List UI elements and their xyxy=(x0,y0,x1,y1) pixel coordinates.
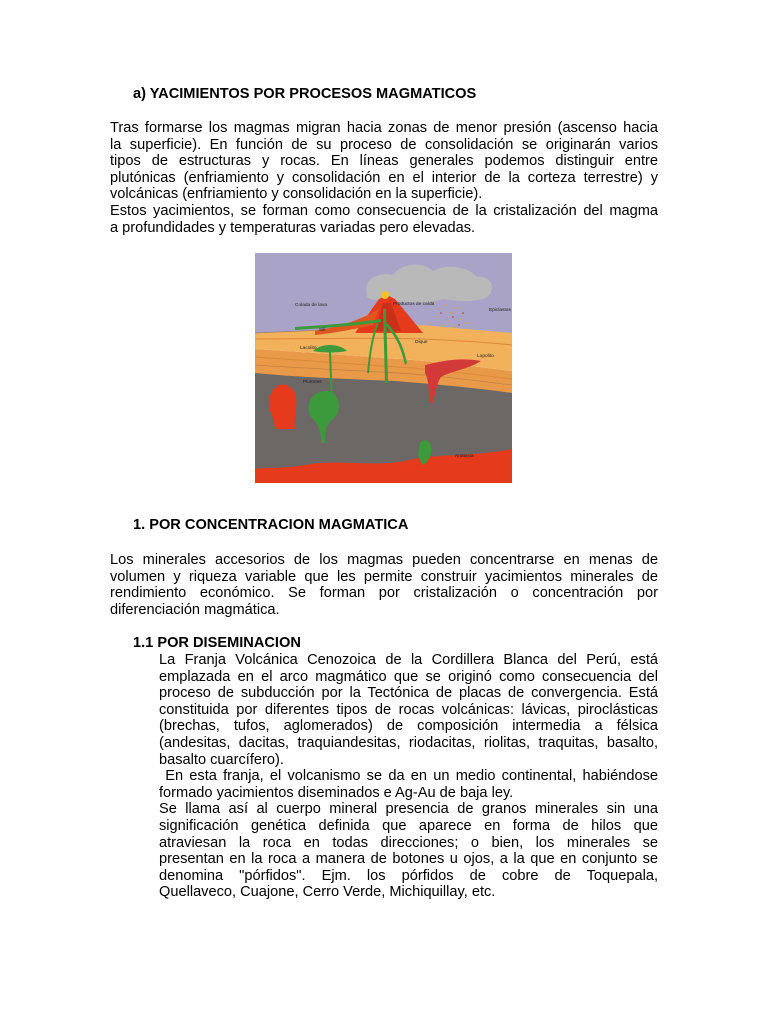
paragraph-line: (brechas, tufos, aglomerados) de composición intermedia a félsica xyxy=(159,718,658,735)
paragraph-line: Estos yacimientos, se forman como consecuencia de la cristalización del magma xyxy=(110,202,658,219)
paragraph-line: a profundidades y temperaturas variadas pero elevadas. xyxy=(110,219,476,236)
label-productos: Productos de caída xyxy=(393,302,435,307)
paragraph-line: Se llama así al cuerpo mineral presencia de granos minerales sin una xyxy=(159,801,658,818)
section-a-intro-paragraph xyxy=(110,120,658,236)
label-lopolito: Lopolito xyxy=(477,354,494,359)
label-sill: Sill xyxy=(319,328,326,333)
paragraph-line: rendimiento económico. Se forman por cristalización o concentración por xyxy=(110,585,658,602)
section-a-heading: a) YACIMIENTOS POR PROCESOS MAGMATICOS xyxy=(133,86,477,102)
paragraph-line: Los minerales accesorios de los magmas pueden concentrarse en menas de xyxy=(110,552,658,568)
label-anatexia: Anatexia xyxy=(455,454,474,459)
paragraph-line: plutónicas (enfriamiento y consolidación en el interior de la corteza terrestre) y xyxy=(110,169,658,186)
paragraph-line: constituida por diferentes tipos de rocas volcánicas: lávicas, piroclásticas xyxy=(159,701,658,718)
label-plutones: Plutones xyxy=(303,380,322,385)
label-lacolito: Lacolito xyxy=(300,346,317,351)
section-1-1-heading: 1.1 POR DISEMINACION xyxy=(133,635,301,651)
paragraph-line: tipos de estructuras y rocas. En líneas generales podemos distinguir entre xyxy=(110,153,658,170)
paragraph-line: diferenciación magmática. xyxy=(110,601,280,618)
paragraph-line: La Franja Volcánica Cenozoica de la Cordillera Blanca del Perú, está xyxy=(159,652,658,668)
magmatic-deposits-diagram xyxy=(255,253,512,483)
paragraph-line: presentan en la roca a manera de botones u ojos, a la que en conjunto se xyxy=(159,851,658,868)
paragraph-line: basalto cuarcífero). xyxy=(159,751,284,768)
paragraph-line: Quellaveco, Cuajone, Cerro Verde, Michiquillay, etc. xyxy=(159,884,496,901)
paragraph-line: proceso de subducción por la Tectónica de placas de convergencia. Está xyxy=(159,685,658,702)
paragraph-line: volcánicas (enfriamiento y consolidación en la superficie). xyxy=(110,186,483,203)
paragraph-line: denomina "pórfidos". Ejm. los pórfidos de cobre de Toquepala, xyxy=(159,867,658,884)
section-1-heading: 1. POR CONCENTRACION MAGMATICA xyxy=(133,517,409,533)
paragraph-line: atraviesan la roca en todas direcciones; o bien, los minerales se xyxy=(159,834,658,851)
label-dique: Dique xyxy=(415,340,428,345)
paragraph-line: significación genética definida que aparece en forma de hilos que xyxy=(159,817,658,834)
paragraph-line: la superficie). En función de su proceso de consolidación se originarán varios xyxy=(110,136,658,153)
section-1-paragraph xyxy=(110,552,658,618)
paragraph-line: Tras formarse los magmas migran hacia zonas de menor presión (ascenso hacia xyxy=(110,120,658,136)
paragraph-line: volumen y riqueza variable que les permite construir yacimientos minerales de xyxy=(110,568,658,585)
label-epiclastos: Epiclastos xyxy=(489,308,511,313)
paragraph-line: En esta franja, el volcanismo se da en un medio continental, habiéndose xyxy=(159,768,658,785)
paragraph-line: emplazada en el arco magmático que se originó como consecuencia del xyxy=(159,668,658,685)
label-colada: Colada de lava xyxy=(295,303,328,308)
section-1-1-paragraph xyxy=(159,652,658,901)
paragraph-line: (andesitas, dacitas, traquiandesitas, riodacitas, riolitas, traquitas, basalto, xyxy=(159,734,658,751)
paragraph-line: formado yacimientos diseminados e Ag-Au de baja ley. xyxy=(159,784,514,801)
